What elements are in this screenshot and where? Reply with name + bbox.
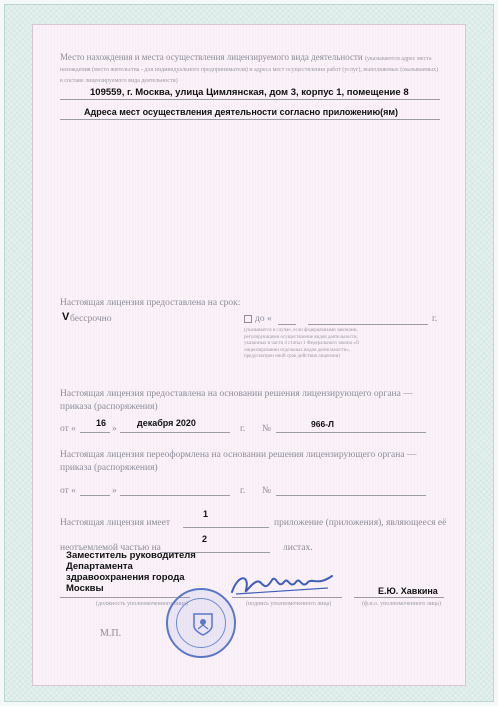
appendix-line2-suffix: листах. (283, 543, 313, 553)
appendix-suffix: приложение (приложения), являющееся её (274, 518, 447, 528)
signer-name: Е.Ю. Хавкина (378, 586, 438, 596)
caption-name: (ф.и.о. уполномоченного лица) (362, 601, 441, 607)
address-heading-text: Место нахождения и места осуществления лицензируемого вида деятельности (60, 52, 363, 62)
reissue-number-line (276, 495, 426, 496)
signer-position-line-2: Департамента (66, 561, 133, 572)
basis-year-suffix: г. (240, 424, 246, 434)
term-until-checkbox (244, 315, 252, 323)
address-heading-note: (указываются адрес места нахождения (место жительства - для индивидуального предпринимателя) и адреса мест осуществления работ (услуг), выполняемых (оказываемых) в составе лицензируемого вида деятельности) (60, 56, 439, 84)
signer-name-line (354, 597, 444, 598)
address-heading (60, 52, 440, 85)
term-label: Настоящая лицензия предоставлена на срок: (60, 298, 241, 308)
places-text: Адреса мест осуществления деятельности согласно приложению(ям) (84, 107, 399, 117)
term-until-day-line (278, 324, 296, 325)
appendix-count-line (183, 527, 269, 528)
address-text: 109559, г. Москва, улица Цимлянская, дом 3, корпус 1, помещение 8 (90, 87, 409, 98)
signer-position (66, 550, 216, 594)
basis-number: 966-Л (311, 419, 334, 429)
appendix-count: 1 (203, 509, 209, 519)
term-until-date-line (308, 324, 428, 325)
basis-number-line (276, 432, 426, 433)
signer-position-line (60, 597, 190, 598)
reissue-quote: » (112, 486, 117, 496)
term-note: (указывается в случае, если федеральными законами, регулирующими осуществление видов деятельности, указанных в части 4 статьи 1 Федерального закона «О лицензировании отдельных видов деятельности», предусмотрен иной срок действия лицензии) (244, 328, 360, 359)
signer-position-line-3: здравоохранения города (66, 572, 185, 583)
caption-position: (должность уполномоченного лица) (96, 601, 188, 607)
basis-quote: » (112, 424, 117, 434)
term-check-mark: V (62, 311, 70, 323)
reissue-month-line (120, 495, 230, 496)
reissue-from: от « (60, 486, 76, 496)
term-until-suffix: г. (432, 314, 438, 324)
basis-month: декабря 2020 (137, 418, 196, 428)
basis-label: Настоящая лицензия предоставлена на основании решения лицензирующего органа — приказа (распоряжения) (60, 389, 413, 412)
basis-day-line (80, 432, 110, 433)
signer-position-line-1: Заместитель руководителя (66, 550, 196, 561)
basis-number-sign: № (262, 424, 272, 434)
mp-label: М.П. (100, 628, 122, 639)
term-until-prefix: до « (255, 314, 272, 324)
reissue-number-sign: № (262, 486, 272, 496)
official-stamp (166, 588, 236, 658)
term-indefinite: бессрочно (70, 314, 112, 324)
handwritten-signature (228, 568, 338, 600)
reissue-label: Настоящая лицензия переоформлена на основании решения лицензирующего органа — приказа (распоряжения) (60, 450, 417, 473)
appendix-prefix: Настоящая лицензия имеет (60, 518, 171, 528)
basis-from: от « (60, 424, 76, 434)
basis-day: 16 (96, 418, 107, 428)
appendix-line2-prefix: неотъемлемой частью на (60, 543, 161, 553)
reissue-day-line (80, 495, 110, 496)
coat-of-arms-icon (192, 612, 214, 636)
caption-signature: (подпись уполномоченного лица) (246, 601, 332, 607)
appendix-pages: 2 (202, 534, 208, 544)
signer-position-line-4: Москвы (66, 583, 104, 594)
places-line (60, 119, 440, 120)
reissue-year-suffix: г. (240, 486, 246, 496)
address-line (60, 99, 440, 100)
basis-month-line (120, 432, 230, 433)
